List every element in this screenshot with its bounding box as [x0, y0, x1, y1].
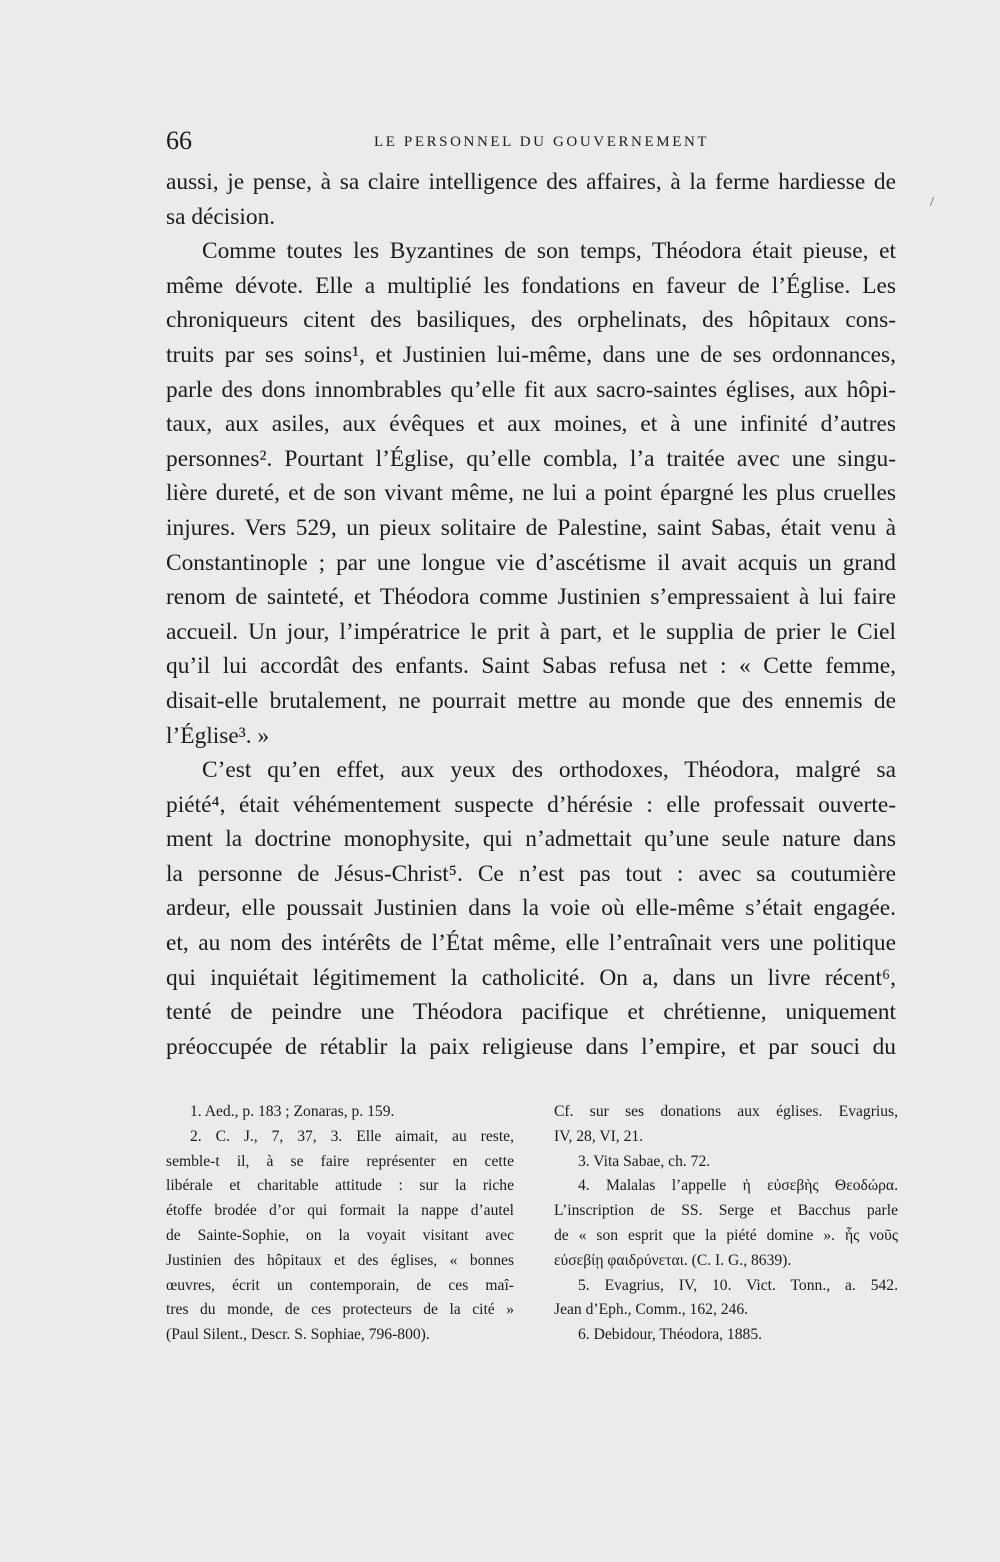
footnote-line: 2. C. J., 7, 37, 3. Elle aimait, au reste, [190, 1127, 514, 1145]
stray-mark: / [930, 195, 934, 210]
text-line: disait-elle brutalement, ne pourrait mettre au monde que des ennemis de [166, 687, 896, 714]
footnote-line: tres du monde, de ces protecteurs de la cité » [166, 1301, 514, 1319]
footnote-line: (Paul Silent., Descr. S. Sophiae, 796-800). [166, 1326, 430, 1344]
footnote-line: εὐσεβίῃ φαιδρύνεται. (C. I. G., 8639). [554, 1251, 792, 1269]
text-line: préoccupée de rétablir la paix religieuse dans l’empire, et par souci du [166, 1033, 896, 1060]
text-line: Constantinople ; par une longue vie d’ascétisme il avait acquis un grand [166, 549, 896, 576]
text-line: ardeur, elle poussait Justinien dans la voie où elle-même s’était engagée. [166, 895, 896, 922]
footnote-line: Justinien des hôpitaux et des églises, « bonnes [166, 1251, 514, 1269]
page-header [166, 126, 896, 158]
footnote-line: de Sainte-Sophie, on la voyait visitant avec [166, 1226, 514, 1244]
main-text [166, 165, 896, 1064]
text-line: qu’il lui accordât des enfants. Saint Sabas refusa net : « Cette femme, [166, 653, 896, 680]
text-line: lière dureté, et de son vivant même, ne lui a point épargné les plus cruelles [166, 480, 896, 507]
text-line: ment la doctrine monophysite, qui n’admettait qu’une seule nature dans [166, 826, 896, 853]
footnotes-left-column [166, 1100, 514, 1348]
text-line: Comme toutes les Byzantines de son temps, Théodora était pieuse, et [202, 238, 896, 265]
footnote-line: 3. Vita Sabae, ch. 72. [578, 1152, 711, 1170]
running-title: LE PERSONNEL DU GOUVERNEMENT [374, 134, 710, 150]
footnote-line: étoffe brodée d’or qui formait la nappe d’autel [166, 1202, 514, 1220]
text-line: la personne de Jésus-Christ⁵. Ce n’est pas tout : avec sa coutumière [166, 860, 896, 887]
text-line: qui inquiétait légitimement la catholicité. On a, dans un livre récent⁶, [166, 964, 896, 991]
text-line: chroniqueurs citent des basiliques, des orphelinats, des hôpitaux cons- [166, 307, 896, 334]
text-line: personnes². Pourtant l’Église, qu’elle combla, l’a traitée avec une singu- [166, 445, 896, 472]
page-number: 66 [166, 126, 192, 155]
footnote-line: 5. Evagrius, IV, 10. Vict. Tonn., a. 542. [578, 1276, 898, 1294]
footnote-line: 4. Malalas l’appelle ἡ εὐσεβὴς Θεοδώρα. [578, 1177, 898, 1195]
text-line: tenté de peindre une Théodora pacifique et chrétienne, uniquement [166, 999, 896, 1026]
text-line: truits par ses soins¹, et Justinien lui-même, dans une de ses ordonnances, [166, 341, 896, 368]
footnote-line: L’inscription de SS. Serge et Bacchus parle [554, 1202, 898, 1220]
footnote-line: Cf. sur ses donations aux églises. Evagrius, [554, 1103, 898, 1120]
footnote-line: œuvres, écrit un contemporain, de ces maî- [166, 1276, 514, 1294]
text-line: aussi, je pense, à sa claire intelligence des affaires, à la ferme hardiesse de [166, 169, 896, 195]
footnote-line: Jean d’Eph., Comm., 162, 246. [554, 1301, 749, 1319]
text-line: et, au nom des intérêts de l’État même, elle l’entraînait vers une politique [166, 930, 896, 957]
text-line: taux, aux asiles, aux évêques et aux moines, et à une infinité d’autres [166, 411, 896, 438]
footnote-line: 6. Debidour, Théodora, 1885. [578, 1326, 763, 1344]
text-line: accueil. Un jour, l’impératrice le prit à part, et le supplia de prier le Ciel [166, 618, 896, 645]
text-line: renom de sainteté, et Théodora comme Justinien s’empressaient à lui faire [166, 584, 896, 611]
text-line: l’Église³. » [166, 722, 270, 749]
text-line: sa décision. [166, 203, 276, 230]
text-line: C’est qu’en effet, aux yeux des orthodoxes, Théodora, malgré sa [202, 757, 896, 784]
footnote-line: 1. Aed., p. 183 ; Zonaras, p. 159. [190, 1103, 395, 1120]
text-line: piété⁴, était véhémentement suspecte d’hérésie : elle professait ouverte- [166, 791, 896, 818]
footnote-line: IV, 28, VI, 21. [554, 1127, 644, 1145]
footnote-line: semble-t il, à se faire représenter en cette [166, 1152, 514, 1170]
footnote-line: de « son esprit que la piété domine ». ἧς νοῦς [554, 1226, 898, 1244]
text-line: parle des dons innombrables qu’elle fit aux sacro-saintes églises, aux hôpi- [166, 376, 896, 403]
text-line: même dévote. Elle a multiplié les fondations en faveur de l’Église. Les [166, 272, 896, 299]
footnote-line: libérale et charitable attitude : sur la riche [166, 1177, 514, 1195]
text-line: injures. Vers 529, un pieux solitaire de Palestine, saint Sabas, était venu à [166, 514, 896, 541]
footnotes-right-column [554, 1100, 898, 1348]
